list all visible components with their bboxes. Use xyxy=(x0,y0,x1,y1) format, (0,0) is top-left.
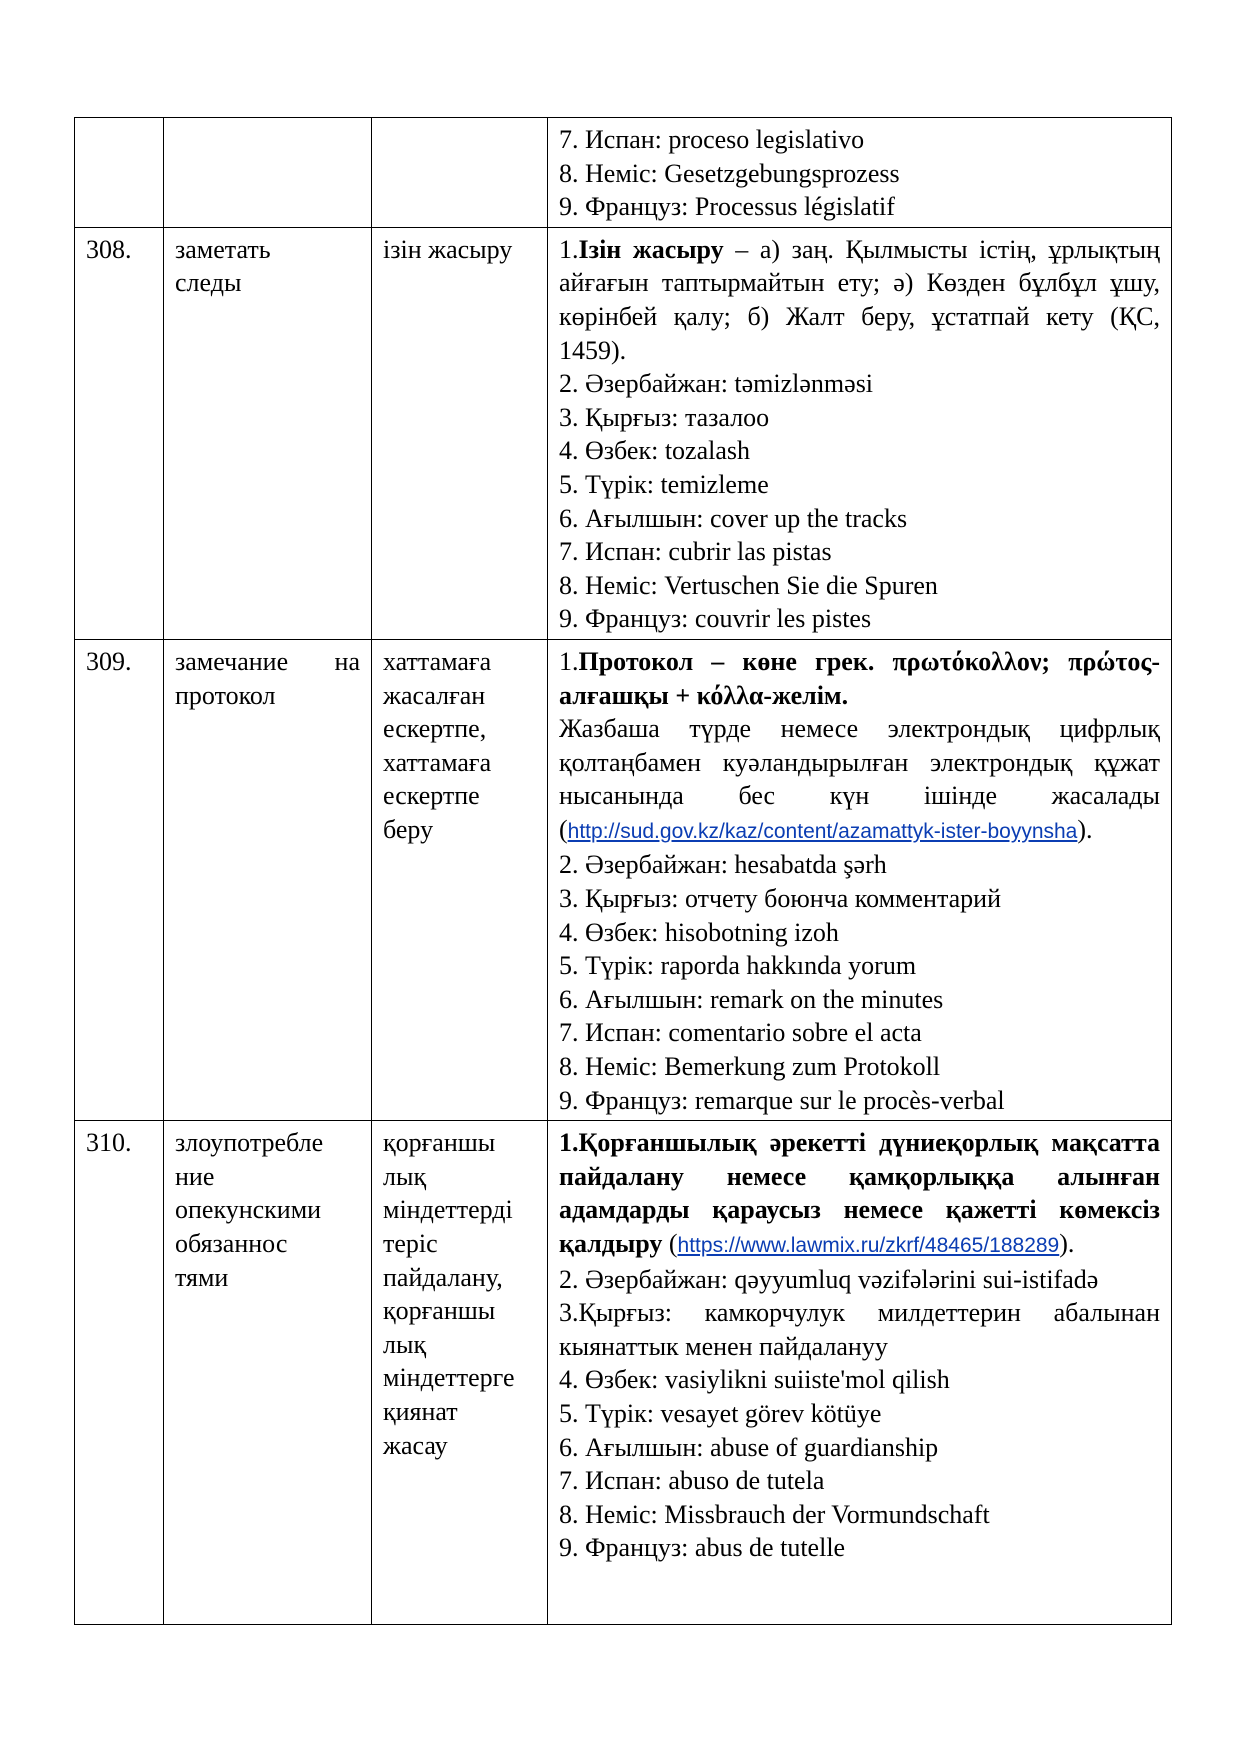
russian-term-cell xyxy=(164,1121,372,1625)
translation-line: 6. Ағылшын: abuse of guardianship xyxy=(559,1432,939,1462)
kazakh-term-cell xyxy=(372,118,548,228)
kazakh-term: лық xyxy=(383,1161,427,1191)
definition-cell xyxy=(548,118,1172,228)
russian-term: замечание на xyxy=(175,646,360,676)
entry-number: 308. xyxy=(86,234,132,264)
translation-line: 8. Неміс: Missbrauch der Vormundschaft xyxy=(559,1499,990,1529)
translation-line: 8. Неміс: Bemerkung zum Protokoll xyxy=(559,1052,941,1082)
translation-line: 8. Неміс: Gesetzgebungsprozess xyxy=(559,158,900,188)
kazakh-term-cell xyxy=(372,1121,548,1625)
translation-line: 7. Испан: comentario sobre el acta xyxy=(559,1018,922,1048)
russian-term-cell xyxy=(164,118,372,228)
kazakh-term: ескертпе xyxy=(383,781,480,811)
russian-term: ние xyxy=(175,1161,215,1191)
kazakh-term: ізін жасыру xyxy=(383,234,513,264)
dictionary-table xyxy=(74,117,1172,1625)
kazakh-term: қорғаншы xyxy=(383,1128,496,1158)
translation-line: 3. Қырғыз: тазалоо xyxy=(559,402,770,432)
translation-line: 6. Ағылшын: cover up the tracks xyxy=(559,503,908,533)
kazakh-term: хаттамаға xyxy=(383,747,492,777)
translation-line: 3. Қырғыз: отчету боюнча комментарий xyxy=(559,884,1001,914)
translation-line: 4. Өзбек: vasiylikni suiiste'mol qilish xyxy=(559,1365,950,1395)
definition-cell xyxy=(548,227,1172,639)
definition-body: Жазбаша түрде немесе электрондық цифрлық қолтаңбамен куәландырылған электрондық құжат нысанында бес күн ішінде жасалады (http://sud.gov.kz/kaz/content/azamattyk-ister-boyynsha). xyxy=(559,714,1160,844)
entry-number-cell xyxy=(75,227,164,639)
kazakh-term: хаттамаға xyxy=(383,646,492,676)
translation-line: 8. Неміс: Vertuschen Sie die Spuren xyxy=(559,570,938,600)
translation-line: 9. Француз: remarque sur le procès-verbal xyxy=(559,1085,1005,1115)
translation-line: 5. Түрік: vesayet görev kötüye xyxy=(559,1398,882,1428)
translation-line: 2. Әзербайжан: hesabatda şərh xyxy=(559,850,887,880)
translation-line: 2. Әзербайжан: qəyyumluq vəzifələrini sui-istifadə xyxy=(559,1264,1099,1294)
table-row xyxy=(75,227,1172,639)
kazakh-term: қиянат xyxy=(383,1396,458,1426)
russian-term: обязаннос xyxy=(175,1229,288,1258)
table-row xyxy=(75,1121,1172,1625)
source-link[interactable]: http://sud.gov.kz/kaz/content/azamattyk-ister-boyynsha xyxy=(567,819,1078,843)
entry-number: 310. xyxy=(86,1128,132,1158)
kazakh-term: ескертпе, xyxy=(383,714,487,744)
entry-number: 309. xyxy=(86,646,132,676)
russian-term: тями xyxy=(175,1262,229,1292)
translation-line: 5. Түрік: raporda hakkında yorum xyxy=(559,951,917,981)
entry-number-cell xyxy=(75,118,164,228)
russian-term: следы xyxy=(175,268,242,298)
definition-text: 1.Ізін жасыру – а) заң. Қылмысты істің, ұрлықтың айғағын таптырмайтын ету; ә) Көзден бұлбұл ұшу, көрінбей қалу; б) Жалт беру, ұстатпай кету (ҚС, 1459). xyxy=(559,234,1160,365)
kazakh-term: беру xyxy=(383,814,434,844)
translation-line: 7. Испан: proceso legislativo xyxy=(559,125,865,154)
translation-line: 9. Француз: Processus législatif xyxy=(559,192,895,222)
source-link[interactable]: https://www.lawmix.ru/zkrf/48465/188289 xyxy=(677,1234,1060,1257)
translation-line: 3.Қырғыз: камкорчулук милдеттерин абалынан кыянаттык менен пайдалануу xyxy=(559,1298,1160,1361)
russian-term: злоупотребле xyxy=(175,1128,324,1158)
table-row xyxy=(75,639,1172,1120)
entry-number-cell xyxy=(75,1121,164,1625)
kazakh-term-cell xyxy=(372,227,548,639)
russian-term-cell xyxy=(164,227,372,639)
russian-term: протокол xyxy=(175,680,276,710)
translation-line: 4. Өзбек: hisobotning izoh xyxy=(559,917,839,947)
definition-cell xyxy=(548,1121,1172,1625)
translation-line: 7. Испан: cubrir las pistas xyxy=(559,537,832,567)
table-row xyxy=(75,118,1172,228)
translation-line: 9. Француз: couvrir les pistes xyxy=(559,604,872,634)
kazakh-term: міндеттерді xyxy=(383,1195,513,1225)
russian-term: заметать xyxy=(175,234,271,264)
kazakh-term-cell xyxy=(372,639,548,1120)
kazakh-term: теріс xyxy=(383,1229,438,1258)
kazakh-term: лық xyxy=(383,1329,427,1359)
definition-text: 1.Қорғаншылық әрекетті дүниеқорлық мақсатта пайдалану немесе қамқорлыққа алынған адамдарды қараусыз немесе қажетті көмексіз қалдыру (https://www.lawmix.ru/zkrf/48465/188289). xyxy=(559,1128,1160,1258)
kazakh-term: міндеттерге xyxy=(383,1363,515,1393)
kazakh-term: жасалған xyxy=(383,680,486,710)
kazakh-term: қорғаншы xyxy=(383,1296,496,1326)
translation-line: 5. Түрік: temizleme xyxy=(559,469,769,499)
translation-line: 2. Әзербайжан: təmizlənməsi xyxy=(559,369,874,399)
definition-term: Ізін жасыру xyxy=(578,234,724,264)
kazakh-term: пайдалану, xyxy=(383,1262,503,1292)
definition-term: 1.Қорғаншылық әрекетті дүниеқорлық мақсатта пайдалану немесе қамқорлыққа алынған адамдарды қараусыз немесе қажетті көмексіз қалдыру xyxy=(559,1128,1160,1258)
translation-line: 6. Ағылшын: remark on the minutes xyxy=(559,984,944,1014)
russian-term-cell xyxy=(164,639,372,1120)
definition-cell xyxy=(548,639,1172,1120)
translation-line: 4. Өзбек: tozalash xyxy=(559,436,751,466)
russian-term: опекунскими xyxy=(175,1195,322,1225)
definition-term: Протокол – көне грек. πρωτόκολλον; πρώτος-алғашқы + κόλλα-желім. xyxy=(559,646,1160,710)
kazakh-term: жасау xyxy=(383,1430,448,1460)
definition-text: 1.Протокол – көне грек. πρωτόκολλον; πρώτος-алғашқы + κόλλα-желім. xyxy=(559,646,1160,710)
translation-line: 9. Француз: abus de tutelle xyxy=(559,1533,846,1563)
entry-number-cell xyxy=(75,639,164,1120)
translation-line: 7. Испан: abuso de tutela xyxy=(559,1466,825,1496)
